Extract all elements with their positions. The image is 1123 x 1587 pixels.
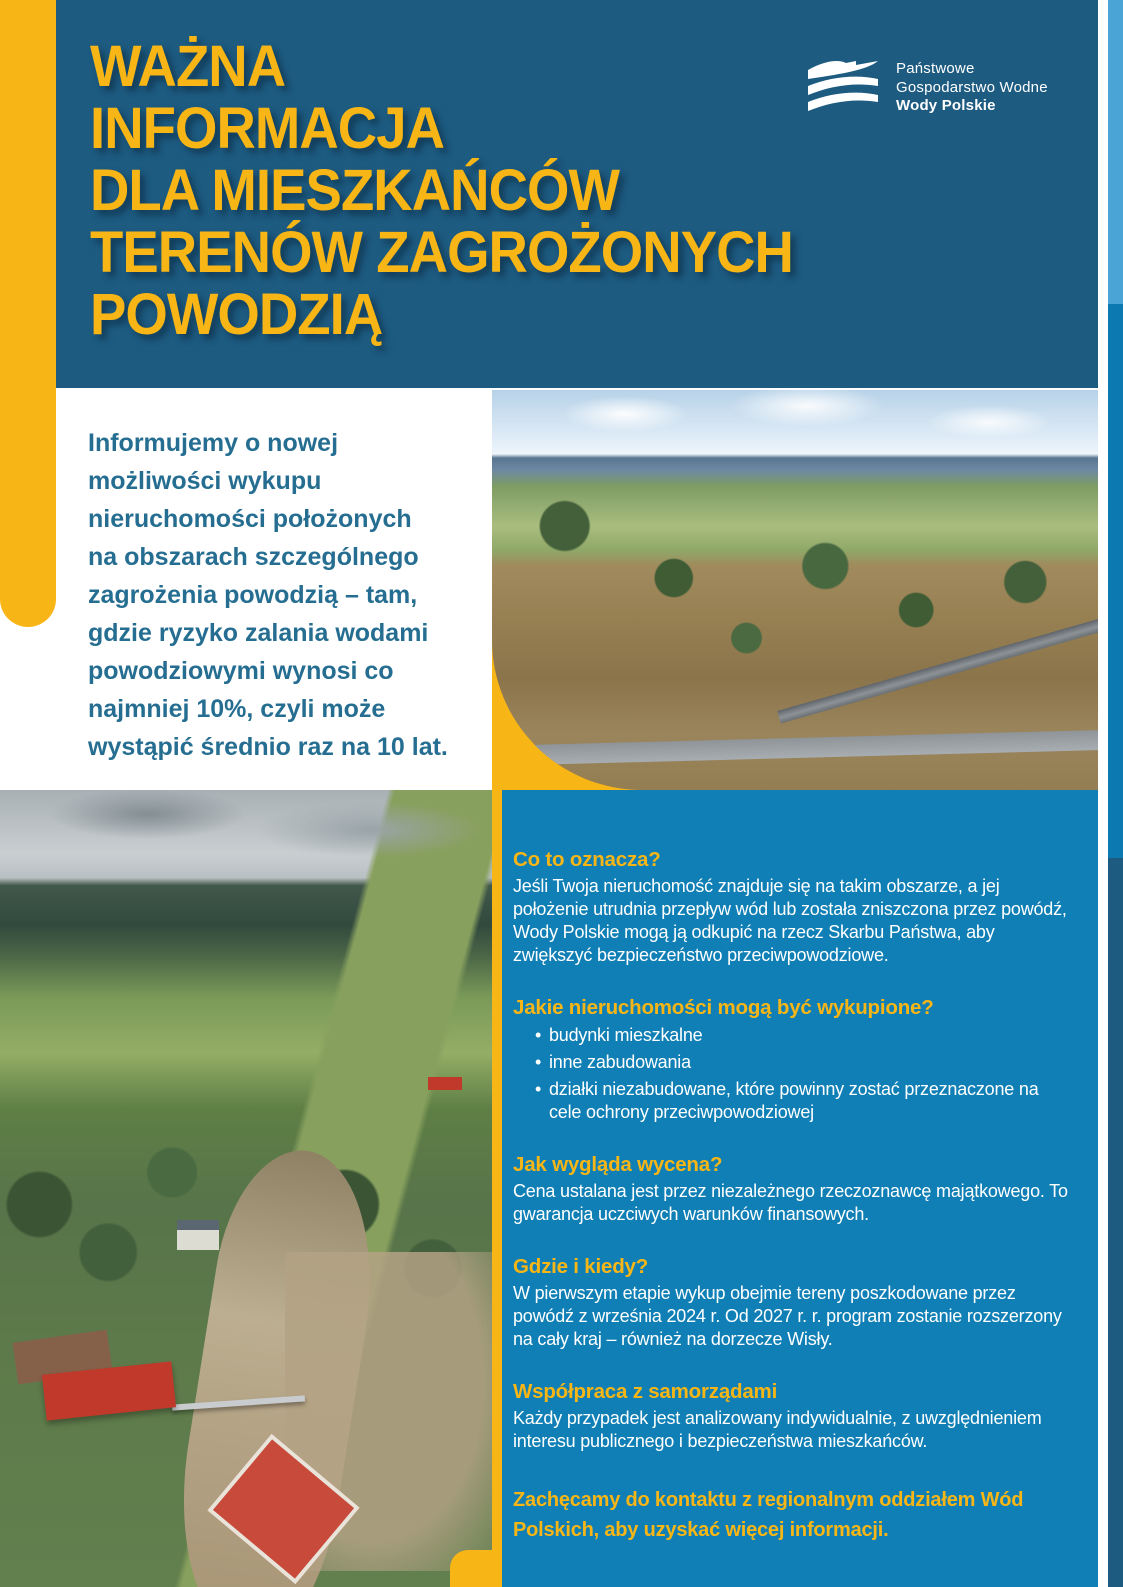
list-item-text: działki niezabudowane, które powinny zostać przeznaczone na cele ochrony przeciwpowodziowej <box>549 1079 1039 1122</box>
section-jakie-nieruchomosci <box>513 996 1072 1124</box>
section-heading: Co to oznacza? <box>513 848 661 871</box>
page-title <box>90 36 793 346</box>
yellow-divider-strip <box>492 780 502 1587</box>
flooded-plain-photo <box>492 390 1098 790</box>
logo-text-line3: Wody Polskie <box>896 97 996 115</box>
title-line: DLA MIESZKAŃCÓW <box>90 158 620 223</box>
list-item <box>513 1078 1072 1124</box>
section-gdzie-i-kiedy <box>513 1255 1072 1351</box>
info-panel <box>502 790 1098 1587</box>
title-line: INFORMACJA <box>90 96 445 161</box>
wody-polskie-logo <box>804 56 1048 120</box>
yellow-left-tab <box>0 0 56 627</box>
intro-line: gdzie ryzyko zalania wodami <box>88 619 429 647</box>
list-item <box>513 1024 1072 1047</box>
section-heading: Współpraca z samorządami <box>513 1380 778 1403</box>
railway-decor <box>777 597 1098 723</box>
yellow-bottom-tab <box>450 1550 502 1587</box>
section-heading: Jakie nieruchomości mogą być wykupione? <box>513 996 934 1019</box>
section-heading: Jak wygląda wycena? <box>513 1153 723 1176</box>
bullet-icon: • <box>535 1025 542 1045</box>
contact-cta: Zachęcamy do kontaktu z regionalnym oddziałem Wód Polskich, aby uzyskać więcej informacji. <box>513 1489 1024 1541</box>
edge-strip-dark <box>1108 858 1123 1587</box>
intro-line: na obszarach szczególnego <box>88 543 419 571</box>
water-waves-icon <box>804 56 882 120</box>
intro-line: możliwości wykupu <box>88 467 322 495</box>
road-decor <box>492 730 1098 766</box>
roof-decor <box>428 1077 462 1090</box>
logo-text-line2: Gospodarstwo Wodne <box>896 78 1048 96</box>
edge-strip-mid <box>1108 304 1123 858</box>
intro-line: zagrożenia powodzią – tam, <box>88 581 418 609</box>
section-body: Każdy przypadek jest analizowany indywidualnie, z uwzględnieniem interesu publicznego i bezpieczeństwa mieszkańców. <box>513 1408 1042 1451</box>
logo-text-line1: Państwowe <box>896 60 975 78</box>
list-item-text: budynki mieszkalne <box>549 1025 703 1045</box>
section-co-to-oznacza <box>513 848 1072 967</box>
bullet-icon: • <box>535 1079 542 1099</box>
title-line: WAŻNA <box>90 34 286 99</box>
header-band <box>56 0 1098 388</box>
intro-line: Informujemy o nowej <box>88 429 339 457</box>
title-line: POWODZIĄ <box>90 282 383 347</box>
flooded-village-photo <box>0 790 492 1587</box>
intro-paragraph <box>88 424 478 766</box>
intro-line: wystąpić średnio raz na 10 lat. <box>88 733 448 761</box>
section-samorzady <box>513 1380 1072 1453</box>
section-body: Jeśli Twoja nieruchomość znajduje się na takim obszarze, a jej położenie utrudnia przepływ wód lub została zniszczona przez powódź, Wody Polskie mogą ją odkupić na rzecz Skarbu Państwa, aby zwiększyć bezpieczeństwo przeciwpowodziowe. <box>513 876 1067 965</box>
section-heading: Gdzie i kiedy? <box>513 1255 649 1278</box>
section-wycena <box>513 1153 1072 1226</box>
edge-strip-light <box>1108 0 1123 304</box>
section-body: W pierwszym etapie wykup obejmie tereny poszkodowane przez powódź z września 2024 r. Od 2027 r. r. program zostanie rozszerzony na cały kraj – również na dorzecze Wisły. <box>513 1283 1062 1349</box>
list-item <box>513 1051 1072 1074</box>
title-line: TERENÓW ZAGROŻONYCH <box>90 220 793 285</box>
section-body: Cena ustalana jest przez niezależnego rzeczoznawcę majątkowego. To gwarancja uczciwych warunków finansowych. <box>513 1181 1068 1224</box>
list-item-text: inne zabudowania <box>549 1052 691 1072</box>
bullet-list <box>513 1024 1072 1124</box>
intro-line: najmniej 10%, czyli może <box>88 695 386 723</box>
intro-line: nieruchomości położonych <box>88 505 412 533</box>
intro-line: powodziowymi wynosi co <box>88 657 394 685</box>
logo-text <box>896 60 1048 116</box>
bullet-icon: • <box>535 1052 542 1072</box>
house-decor <box>177 1220 219 1250</box>
